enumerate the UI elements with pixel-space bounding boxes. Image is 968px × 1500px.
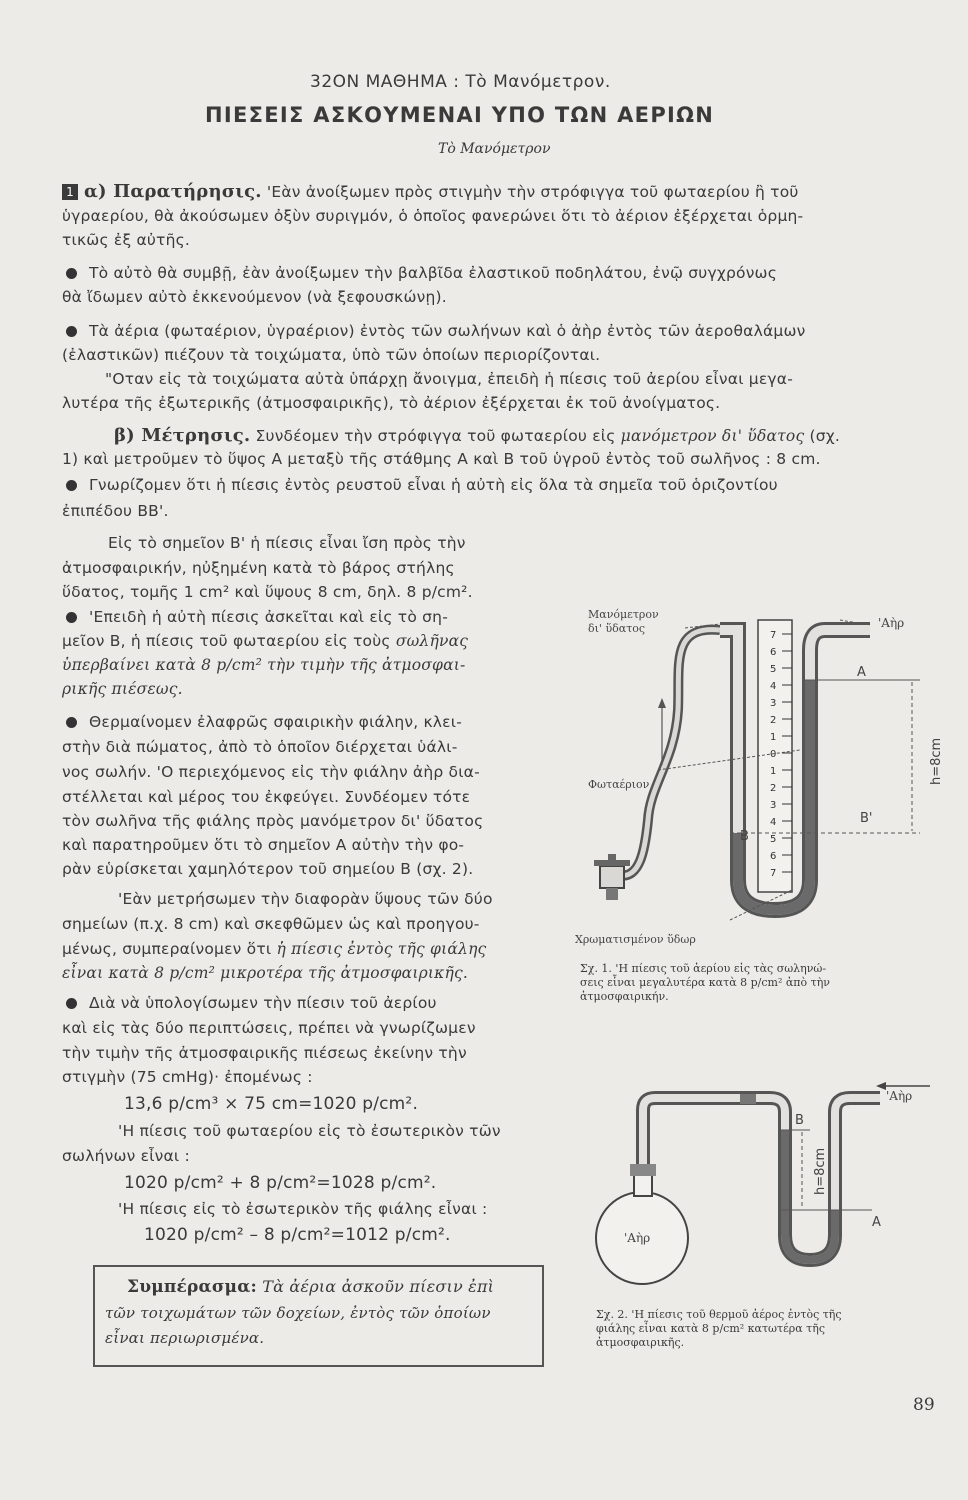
bullet-icon [66, 717, 77, 728]
tube-joint [740, 1094, 756, 1104]
scale-label: 1 [770, 732, 777, 743]
bullet-text: Διὰ νὰ ὑπολογίσωμεν τὴν πίεσιν τοῦ ἀερίου [89, 994, 437, 1012]
bullet-gases-line-2: (ἐλαστικῶν) πιέζουν τὰ τοιχώματα, ὑπὸ τῶν ὁποίων περιορίζονται. [62, 346, 601, 364]
measurement-text-end: (σχ. [809, 427, 841, 445]
caption-line: φιάλης εἶναι κατὰ 8 p/cm² κατωτέρα τῆς [596, 1322, 826, 1335]
bullet-same-pressure-line-4: ρικῆς πιέσεως. [62, 680, 183, 698]
measurement-line-2: 1) καὶ μετροῦμεν τὸ ὕψος Α μεταξὺ τῆς στάθμης Α καὶ Β τοῦ ὑγροῦ ἐντὸς τοῦ σωλῆνος : 8 cm. [62, 450, 821, 468]
scale-label: 0 [770, 749, 777, 760]
measurement-heading: β) Μέτρησις. [114, 425, 251, 446]
measurement-text: Συνδέομεν τὴν στρόφιγγα τοῦ φωταερίου εἰς [255, 427, 616, 445]
page-number: 89 [913, 1395, 935, 1415]
bullet-flask-line-5: τὸν σωλῆνα τῆς φιάλης πρὸς μανόμετρον δι' ὕδατος [62, 812, 484, 830]
label-water: Χρωματισμένον ὕδωρ [575, 933, 696, 946]
equation-gas: 1020 p/cm² + 8 p/cm²=1028 p/cm². [124, 1173, 437, 1193]
valve-outlet [606, 888, 618, 900]
gas-pressure-line-1: 'Η πίεσις τοῦ φωταερίου εἰς τὸ ἐσωτερικὸν τῶν [118, 1122, 501, 1140]
figure-1-caption [580, 962, 830, 1004]
gas-pressure-line-2: σωλήνων εἶναι : [62, 1147, 190, 1165]
label-point-a: A [857, 665, 866, 680]
page-subtitle: Τὸ Μανόμετρον [438, 141, 551, 157]
scale-label: 5 [770, 834, 777, 845]
bullet-text: Τὰ ἀέρια (φωταέριον, ὑγραέριον) ἐντὸς τῶν σωλήνων καὶ ὁ ἀὴρ ἐντὸς τῶν ἀεροθαλάμων [89, 322, 806, 340]
observation-line-3: τικῶς ἐξ αὐτῆς. [62, 231, 191, 249]
bullet-compute-line-4: στιγμὴν (75 cmHg)· ἐπομένως : [62, 1068, 313, 1086]
scale-label: 1 [770, 766, 777, 777]
label-point-a2: A [872, 1215, 881, 1230]
bullet-icon [66, 326, 77, 337]
scale-label: 2 [770, 715, 777, 726]
conclusion-text: Τὰ ἀέρια ἀσκοῦν πίεσιν ἐπὶ [262, 1277, 495, 1296]
observation-heading: α) Παρατήρησις. [84, 181, 262, 202]
bullet-flask-line-4: στέλλεται καὶ μέρος του ἐκφεύγει. Συνδέομεν τότε [62, 788, 471, 806]
valve-handle-bar [594, 860, 630, 866]
bullet-horizontal-line-2: ἐπιπέδου ΒΒ'. [62, 502, 169, 520]
bullet-text: Θερμαίνομεν ἐλαφρῶς σφαιρικὴν φιάλην, κλει- [89, 713, 463, 731]
observation-text: 'Εὰν ἀνοίξωμεν πρὸς στιγμὴν τὴν στρόφιγγα τοῦ φωταερίου ἢ τοῦ [266, 183, 799, 201]
bullet-same-pressure-line-3: ὑπερβαίνει κατὰ 8 p/cm² τὴν τιμὴν τῆς ἀτμοσφαι- [62, 656, 466, 674]
point-b-line-1: Εἰς τὸ σημεῖον Β' ἡ πίεσις εἶναι ἴση πρὸς τὴν [108, 534, 466, 552]
bullet-compute-line-1 [66, 992, 437, 1016]
bullet-icon [66, 480, 77, 491]
scale-label: 2 [770, 783, 777, 794]
bullet-compute-line-3: τὴν τιμὴν τῆς ἀτμοσφαιρικῆς πιέσεως ἐκείνην τὴν [62, 1044, 467, 1062]
page-title: ΠΙΕΣΕΙΣ ΑΣΚΟΥΜΕΝΑΙ ΥΠΟ ΤΩΝ ΑΕΡΙΩΝ [205, 103, 715, 127]
difference-line-1: 'Εὰν μετρήσωμεν τὴν διαφορὰν ὕψους τῶν δύο [118, 890, 493, 908]
label-air-outside: 'Αὴρ [886, 1089, 913, 1103]
bullet-icon [66, 268, 77, 279]
label-height-2: h=8cm [813, 1147, 828, 1195]
section-number-badge: 1 [62, 184, 78, 200]
bullet-icon [66, 998, 77, 1009]
label-manometer-2: δι' ὕδατος [588, 622, 646, 635]
bullet-flask-line-2: στὴν διὰ πώματος, ἀπὸ τὸ ὁποῖον διέρχεται ὑάλι- [62, 738, 458, 756]
conclusion-line-3: εἶναι περιωρισμένα. [105, 1329, 265, 1347]
label-point-b-prime: B' [860, 811, 873, 826]
bullet-text: μεῖον Β, ἡ πίεσις τοῦ φωταερίου εἰς τοὺς [62, 632, 391, 650]
caption-line: ἀτμοσφαιρικήν. [580, 990, 669, 1003]
bullet-flask-line-6: καὶ παρατηροῦμεν ὅτι τὸ σημεῖον Α αὐτὴν τὴν φο- [62, 836, 465, 854]
scale-label: 3 [770, 698, 777, 709]
bullet-flask-line-3: νος σωλήν. 'Ο περιεχόμενος εἰς τὴν φιάλην ἀὴρ δια- [62, 763, 480, 781]
equation-flask: 1020 p/cm² – 8 p/cm²=1012 p/cm². [144, 1225, 451, 1245]
bullet-same-pressure-line-2 [62, 630, 468, 654]
scale-label: 4 [770, 817, 777, 828]
scale-label: 3 [770, 800, 777, 811]
bullet-icon [66, 612, 77, 623]
bullet-gases-line-1 [66, 320, 926, 344]
figure-1-manometer [570, 590, 960, 960]
scale-label: 7 [770, 868, 777, 879]
bullet-compute-line-2: καὶ εἰς τὰς δύο περιπτώσεις, πρέπει νὰ γνωρίζωμεν [62, 1019, 476, 1037]
bullet-text: Τὸ αὐτὸ θὰ συμβῇ, ἐὰν ἀνοίξωμεν τὴν βαλβῖδα ἐλαστικοῦ ποδηλάτου, ἐνῷ συγχρόνως [89, 264, 778, 282]
difference-line-4: εἶναι κατὰ 8 p/cm² μικροτέρα τῆς ἀτμοσφαιρικῆς. [62, 964, 469, 982]
observation-line-1 [62, 180, 912, 205]
observation-line-2: ὑγραερίου, θὰ ἀκούσωμεν ὀξὺν συριγμόν, ὁ ὁποῖος φανερώνει ὅτι τὸ ἀέριον ἐξέρχεται ὁρμη- [62, 207, 804, 225]
label-gas: Φωταέριον [588, 778, 650, 791]
conclusion-line-2: τῶν τοιχωμάτων τῶν δοχείων, ἐντὸς τῶν ὁποίων [105, 1304, 491, 1322]
figure-2-caption [596, 1308, 842, 1350]
scale-label: 6 [770, 647, 777, 658]
scale-label: 4 [770, 681, 777, 692]
difference-text-italic: ἡ πίεσις ἐντὸς τῆς φιάλης [276, 940, 487, 958]
conclusion-line-1 [127, 1275, 537, 1300]
flask-pressure-line: 'Η πίεσις εἰς τὸ ἐσωτερικὸν τῆς φιάλης εἶναι : [118, 1200, 488, 1218]
difference-line-3 [62, 938, 486, 962]
difference-line-2: σημείων (π.χ. 8 cm) καὶ σκεφθῶμεν ὡς καὶ προηγου- [62, 915, 480, 933]
figure-2-flask-manometer [590, 1080, 950, 1310]
bullet-flask-line-1 [66, 711, 462, 735]
caption-line: σεις εἶναι μεγαλυτέρα κατὰ 8 p/cm² ἀπὸ τὴν [580, 976, 830, 989]
label-air: 'Αὴρ [878, 616, 905, 630]
label-manometer-1: Μανόμετρον [588, 608, 659, 621]
flask-stopper [630, 1164, 656, 1176]
bullet-flask-line-7: ρὰν εὑρίσκεται χαμηλότερον τοῦ σημείου Β (σχ. 2). [62, 860, 474, 878]
bullet-bicycle-line-1 [66, 262, 916, 286]
label-point-b2: B [795, 1113, 804, 1128]
conclusion-label: Συμπέρασμα: [127, 1277, 257, 1297]
gas-valve [600, 866, 624, 888]
scale-label: 7 [770, 630, 777, 641]
bullet-horizontal-line-1 [66, 474, 926, 498]
lesson-heading: 32ΟΝ ΜΑΘΗΜΑ : Τὸ Μανόμετρον. [310, 72, 611, 92]
arrow-head-icon [658, 698, 666, 708]
point-b-line-3: ὕδατος, τομῆς 1 cm² καὶ ὕψους 8 cm, δηλ. 8 p/cm². [62, 583, 473, 601]
caption-line: Σχ. 1. 'Η πίεσις τοῦ ἀερίου εἰς τὰς σωληνώ- [580, 962, 827, 975]
scale-label: 5 [770, 664, 777, 675]
caption-line: ἀτμοσφαιρικῆς. [596, 1336, 685, 1349]
gas-hose-inner [618, 630, 720, 876]
bullet-text-italic: σωλῆνας [395, 632, 469, 650]
arrow-head-icon [876, 1082, 886, 1090]
label-height: h=8cm [929, 737, 944, 785]
opening-line-1: "Οταν εἰς τὰ τοιχώματα αὐτὰ ὑπάρχῃ ἄνοιγμα, ἐπειδὴ ἡ πίεσις τοῦ ἀερίου εἶναι μεγα- [105, 370, 793, 388]
caption-line: Σχ. 2. 'Η πίεσις τοῦ θερμοῦ ἀέρος ἐντὸς τῆς [596, 1308, 842, 1321]
difference-text: μένως, συμπεραίνομεν ὅτι [62, 940, 272, 958]
bullet-text: Γνωρίζομεν ὅτι ἡ πίεσις ἐντὸς ρευστοῦ εἶναι ἡ αὐτὴ εἰς ὅλα τὰ σημεῖα τοῦ ὁριζοντίου [89, 476, 778, 494]
measurement-line-1 [114, 424, 934, 449]
label-point-b: B [740, 829, 749, 844]
point-b-line-2: ἀτμοσφαιρικήν, ηὐξημένη κατὰ τὸ βάρος στήλης [62, 559, 455, 577]
equation-atmospheric: 13,6 p/cm³ × 75 cm=1020 p/cm². [124, 1094, 419, 1114]
bullet-text: 'Επειδὴ ἡ αὐτὴ πίεσις ἀσκεῖται καὶ εἰς τὸ ση- [89, 608, 448, 626]
conclusion-box [93, 1265, 544, 1367]
bullet-bicycle-line-2: θὰ ἴδωμεν αὐτὸ ἐκκενούμενον (νὰ ξεφουσκώνῃ). [62, 288, 447, 306]
measurement-text-italic: μανόμετρον δι' ὕδατος [620, 427, 805, 445]
label-air-in-flask: 'Αὴρ [624, 1231, 651, 1245]
bullet-same-pressure-line-1 [66, 606, 448, 630]
scale-label: 6 [770, 851, 777, 862]
opening-line-2: λυτέρα τῆς ἐξωτερικῆς (ἀτμοσφαιρικῆς), τὸ ἀέριον ἐξέρχεται ἐκ τοῦ ἀνοίγματος. [62, 394, 721, 412]
